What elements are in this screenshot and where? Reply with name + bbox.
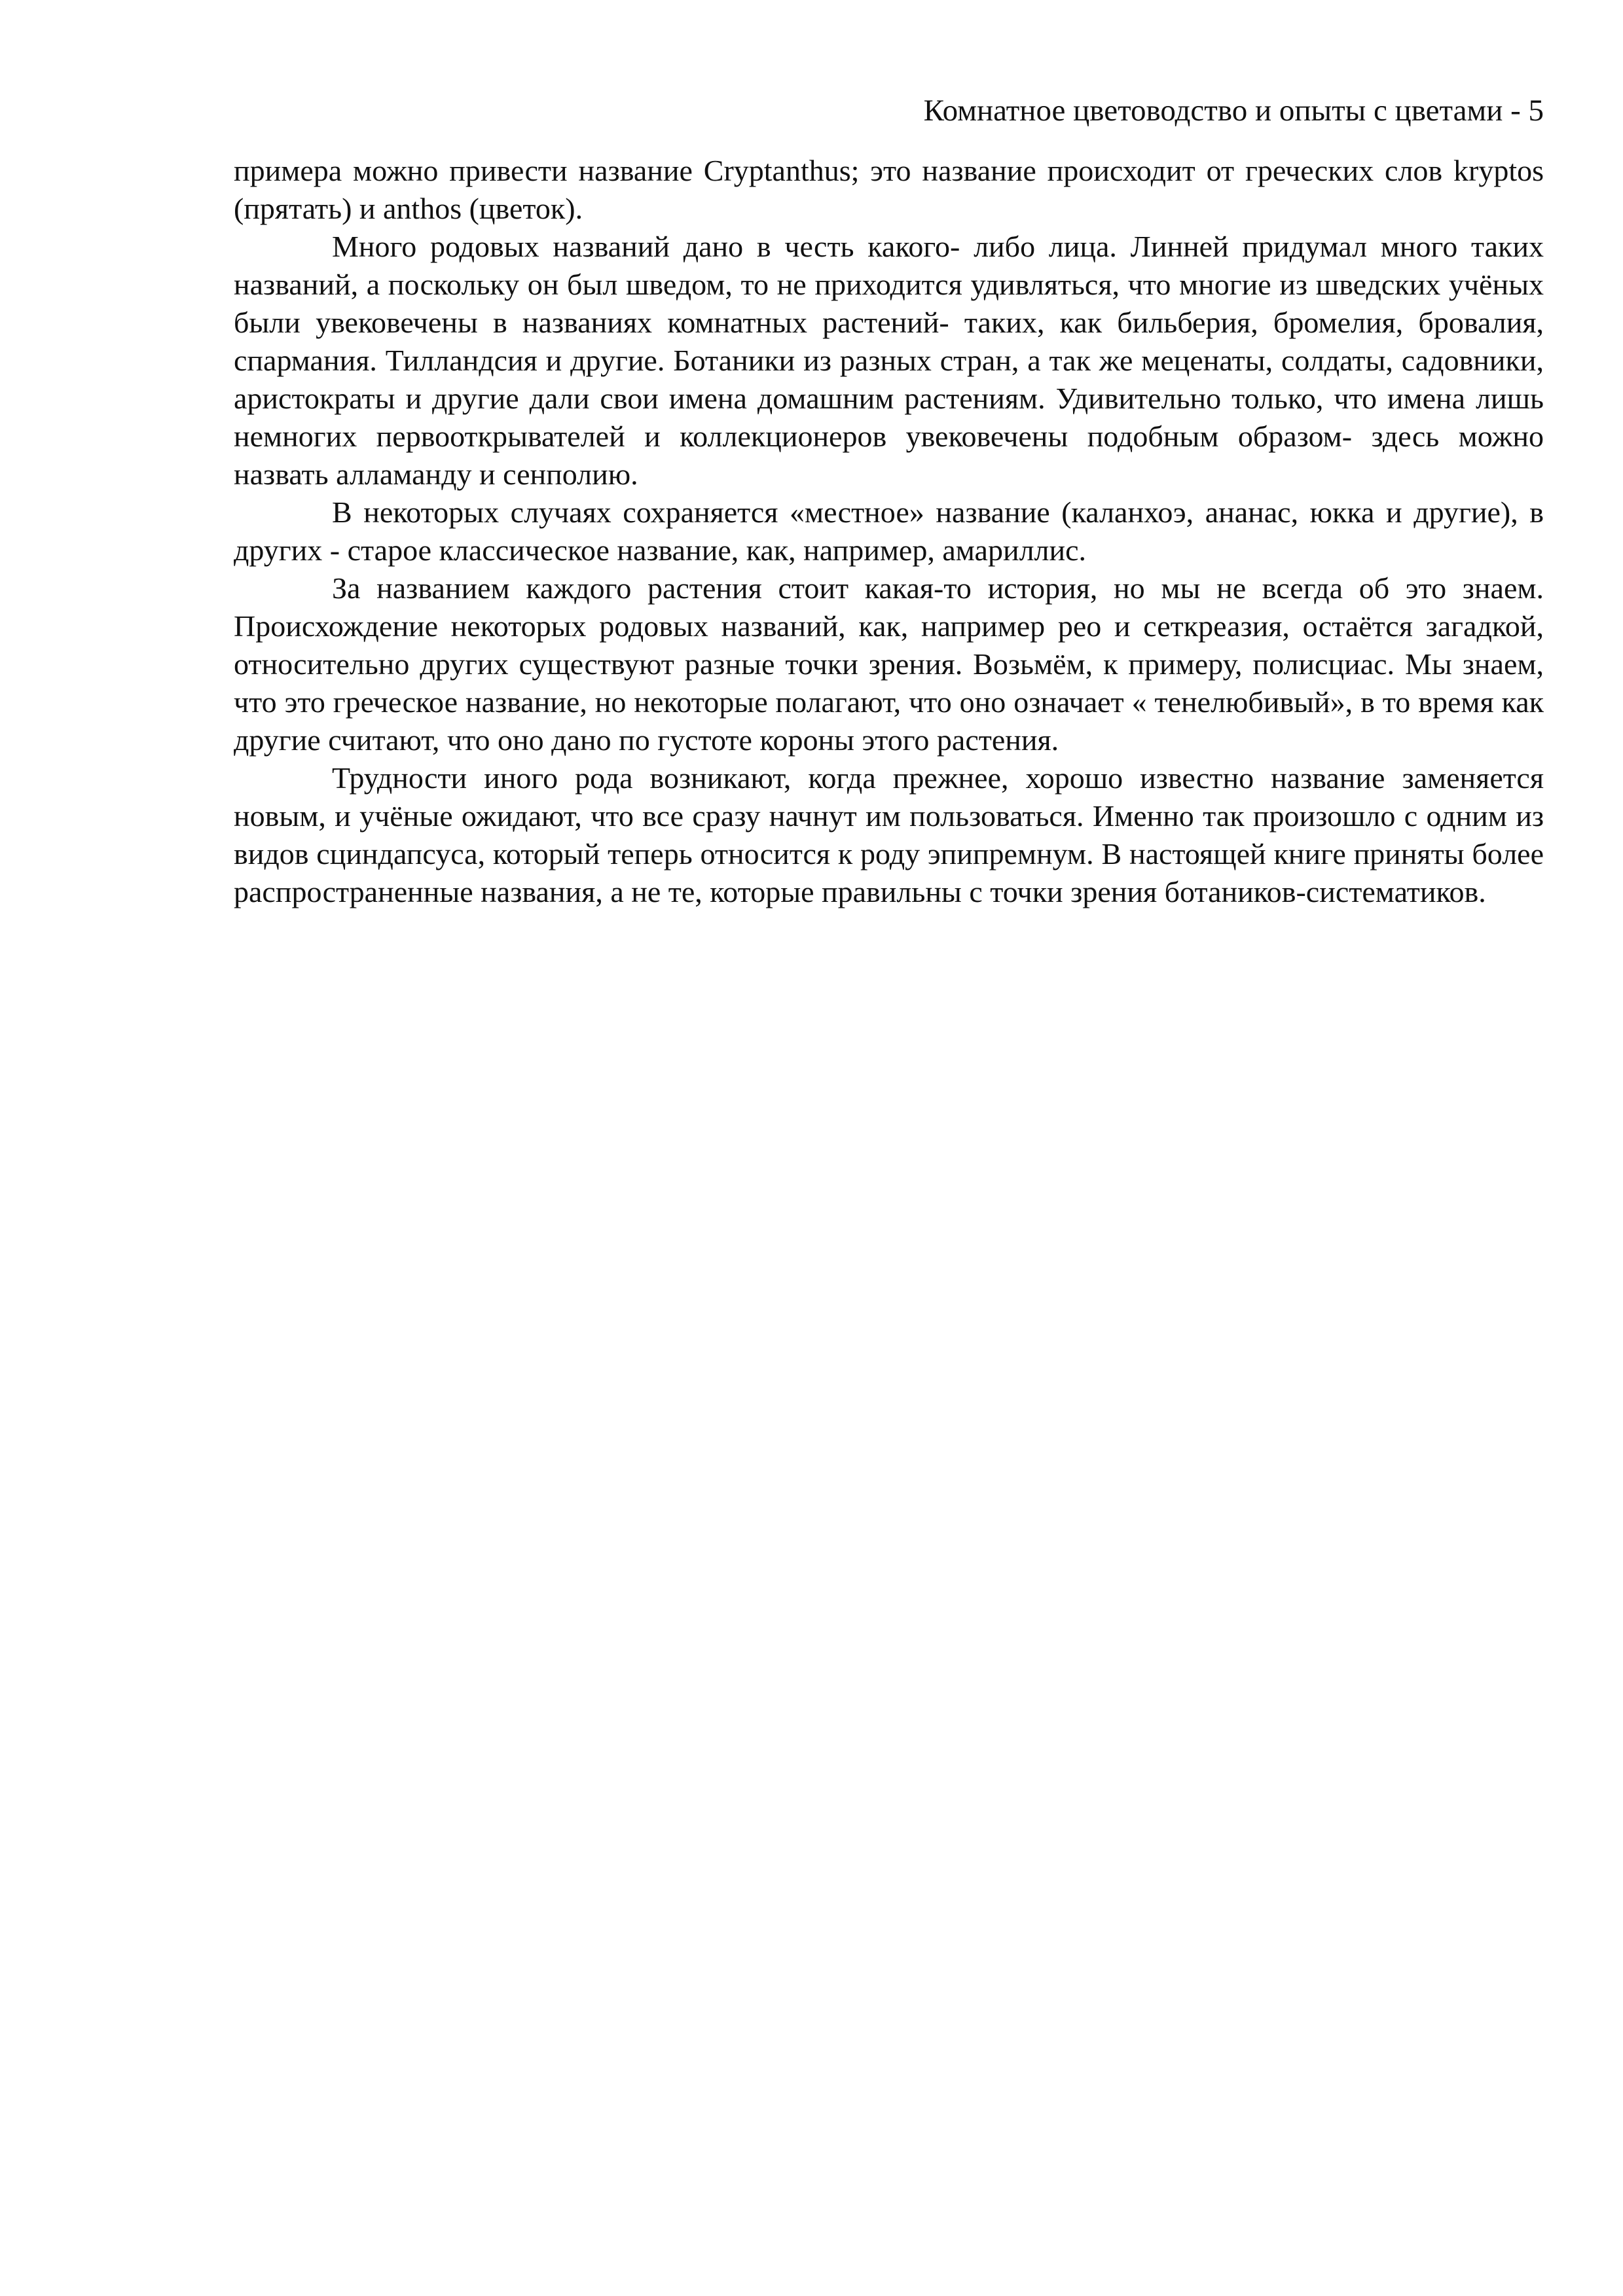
running-header: Комнатное цветоводство и опыты с цветами - 5 [923,94,1544,128]
paragraph-person-names: Много родовых названий дано в честь какого- либо лица. Линней придумал много таких названий, а поскольку он был шведом, то не приходится удивляться, что многие из шведских учёных были увековечены в названиях комнатных растений- таких, как бильберия, бромелия, бровалия, спармания. Тилландсия и другие. Ботаники из разных стран, а так же меценаты, солдаты, садовники, аристократы и другие дали свои имена домашним растениям. Удивительно только, что имена лишь немногих первооткрывателей и коллекционеров увековечены подобным образом- здесь можно назвать алламанду и сенполию. [234,230,1544,491]
paragraph-continuation: примера можно привести название Cryptanthus; это название происходит от греческих слов kryptos (прятать) и anthos (цветок). [234,154,1544,225]
paragraph-name-history: За названием каждого растения стоит какая-то история, но мы не всегда об это знаем. Происхождение некоторых родовых названий, как, например рео и сеткреазия, остаётся загадкой, относительно других существуют разные точки зрения. Возьмём, к примеру, полисциас. Мы знаем, что это греческое название, но некоторые полагают, что оно означает « тенелюбивый», в то время как другие считают, что оно дано по густоте короны этого растения. [234,571,1544,757]
paragraph-renaming-difficulties: Трудности иного рода возникают, когда прежнее, хорошо известно название заменяется новым, и учёные ожидают, что все сразу начнут им пользоваться. Именно так произошло с одним из видов сциндапсуса, который теперь относится к роду эпипремнум. В настоящей книге приняты более распространенные названия, а не те, которые правильны с точки зрения ботаников-систематиков. [234,761,1544,908]
paragraph-local-names: В некоторых случаях сохраняется «местное» название (каланхоэ, ананас, юкка и другие), в других - старое классическое название, как, например, амариллис. [234,495,1544,567]
body-text [234,152,1544,911]
